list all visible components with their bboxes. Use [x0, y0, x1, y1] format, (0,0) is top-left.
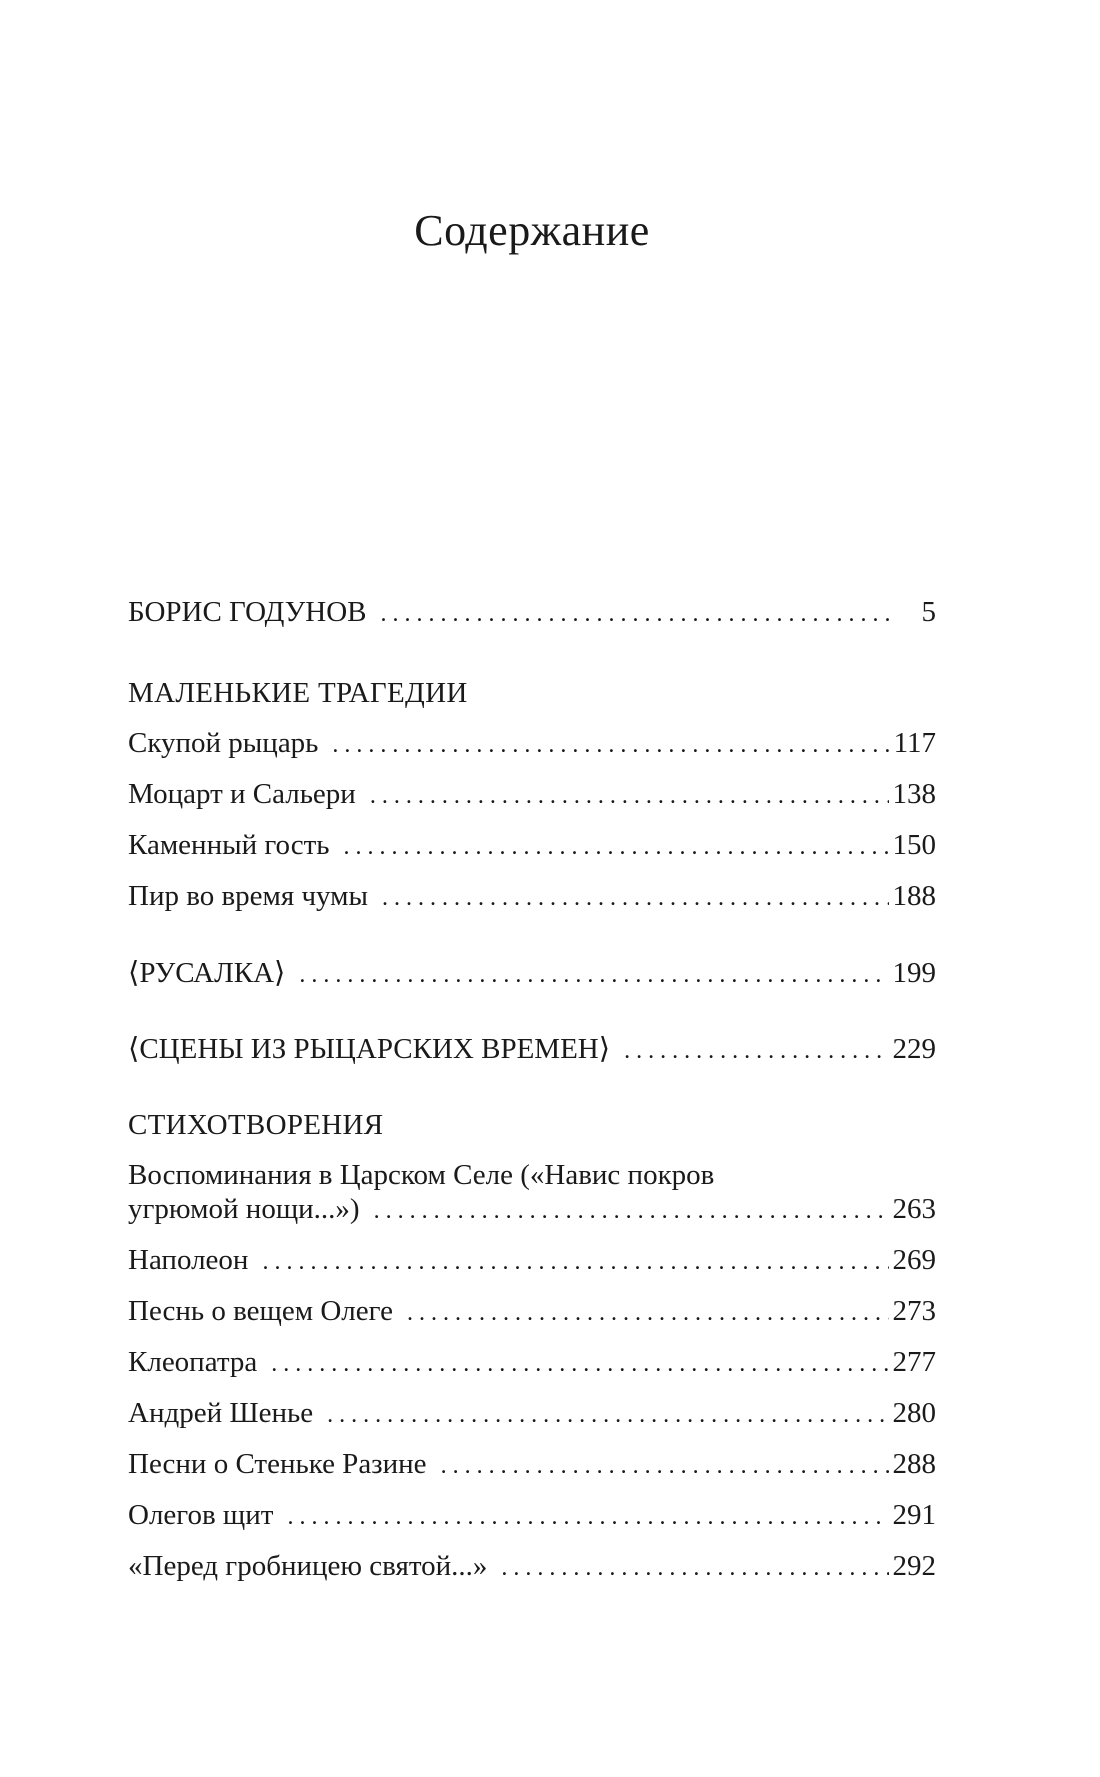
toc-page-number: 291	[892, 1499, 936, 1531]
toc-entry[interactable]	[128, 1294, 936, 1330]
dot-leader	[299, 958, 888, 992]
toc-page-number: 263	[892, 1193, 936, 1225]
dot-leader	[262, 1245, 888, 1279]
dot-leader	[344, 830, 889, 864]
toc-entry-label: Моцарт и Сальери	[128, 778, 356, 810]
toc-entry-label-line1: Воспоминания в Царском Селе («Навис покров	[128, 1159, 715, 1191]
toc-page-number: 150	[892, 829, 936, 861]
toc-entry[interactable]	[128, 726, 936, 762]
toc-page-number: 199	[892, 957, 936, 989]
toc-entry-label: Наполеон	[128, 1244, 249, 1276]
toc-entry[interactable]	[128, 1498, 936, 1534]
toc-entry[interactable]	[128, 1243, 936, 1279]
toc-entry-label: Каменный гость	[128, 829, 330, 861]
toc-page-number: 292	[892, 1550, 936, 1582]
dot-leader	[370, 779, 889, 813]
toc-entry-label: Пир во время чумы	[128, 880, 369, 912]
toc-entry-label: «Перед гробницею святой...»	[128, 1550, 488, 1582]
toc-page-number: 138	[892, 778, 936, 810]
page-title: Содержание	[414, 206, 650, 255]
toc-page-number: 188	[892, 880, 936, 912]
toc-page-number: 288	[892, 1448, 936, 1480]
toc-entry-label: ⟨РУСАЛКА⟩	[128, 957, 286, 989]
toc-entry-label: Песнь о вещем Олеге	[128, 1295, 394, 1327]
dot-leader	[382, 881, 888, 915]
dot-leader	[332, 728, 889, 762]
toc-entry-rusalka[interactable]	[128, 956, 936, 992]
dot-leader	[381, 597, 894, 631]
toc-entry[interactable]	[128, 828, 936, 864]
dot-leader	[407, 1296, 888, 1330]
toc-entry[interactable]	[128, 777, 936, 813]
toc-entry-label: БОРИС ГОДУНОВ	[128, 596, 367, 628]
section-heading-poems: СТИХОТВОРЕНИЯ	[128, 1109, 384, 1141]
toc-entry[interactable]	[128, 879, 936, 915]
toc-entry-label: Скупой рыцарь	[128, 727, 319, 759]
toc-entry-label: Олегов щит	[128, 1499, 274, 1531]
dot-leader	[501, 1551, 888, 1585]
toc-entry-label: ⟨СЦЕНЫ ИЗ РЫЦАРСКИХ ВРЕМЕН⟩	[128, 1033, 611, 1065]
toc-entry[interactable]	[128, 1549, 936, 1585]
dot-leader	[624, 1034, 888, 1068]
toc-page-number: 280	[892, 1397, 936, 1429]
dot-leader	[287, 1500, 888, 1534]
toc-entry[interactable]	[128, 1396, 936, 1432]
section-heading-small-tragedies: МАЛЕНЬКИЕ ТРАГЕДИИ	[128, 677, 468, 709]
toc-entry-boris-godunov[interactable]	[128, 595, 936, 631]
toc-entry-label-line2: угрюмой нощи...»)	[128, 1193, 360, 1225]
toc-page-number: 117	[893, 727, 936, 759]
toc-entry[interactable]	[128, 1447, 936, 1483]
toc-page-number: 273	[892, 1295, 936, 1327]
toc-page-number: 229	[892, 1033, 936, 1065]
toc-entry-label: Андрей Шенье	[128, 1397, 314, 1429]
dot-leader	[327, 1398, 888, 1432]
dot-leader	[374, 1194, 889, 1228]
toc-page-number: 269	[892, 1244, 936, 1276]
toc-entry[interactable]	[128, 1345, 936, 1381]
toc-entry-label: Песни о Стеньке Разине	[128, 1448, 427, 1480]
dot-leader	[271, 1347, 888, 1381]
dot-leader	[441, 1449, 889, 1483]
toc-entry[interactable]	[128, 1192, 936, 1228]
toc-page-number: 277	[892, 1346, 936, 1378]
table-of-contents	[128, 595, 936, 1585]
toc-entry-label: Клеопатра	[128, 1346, 258, 1378]
toc-page-number: 5	[921, 596, 936, 628]
toc-entry-scenes[interactable]	[128, 1032, 936, 1068]
